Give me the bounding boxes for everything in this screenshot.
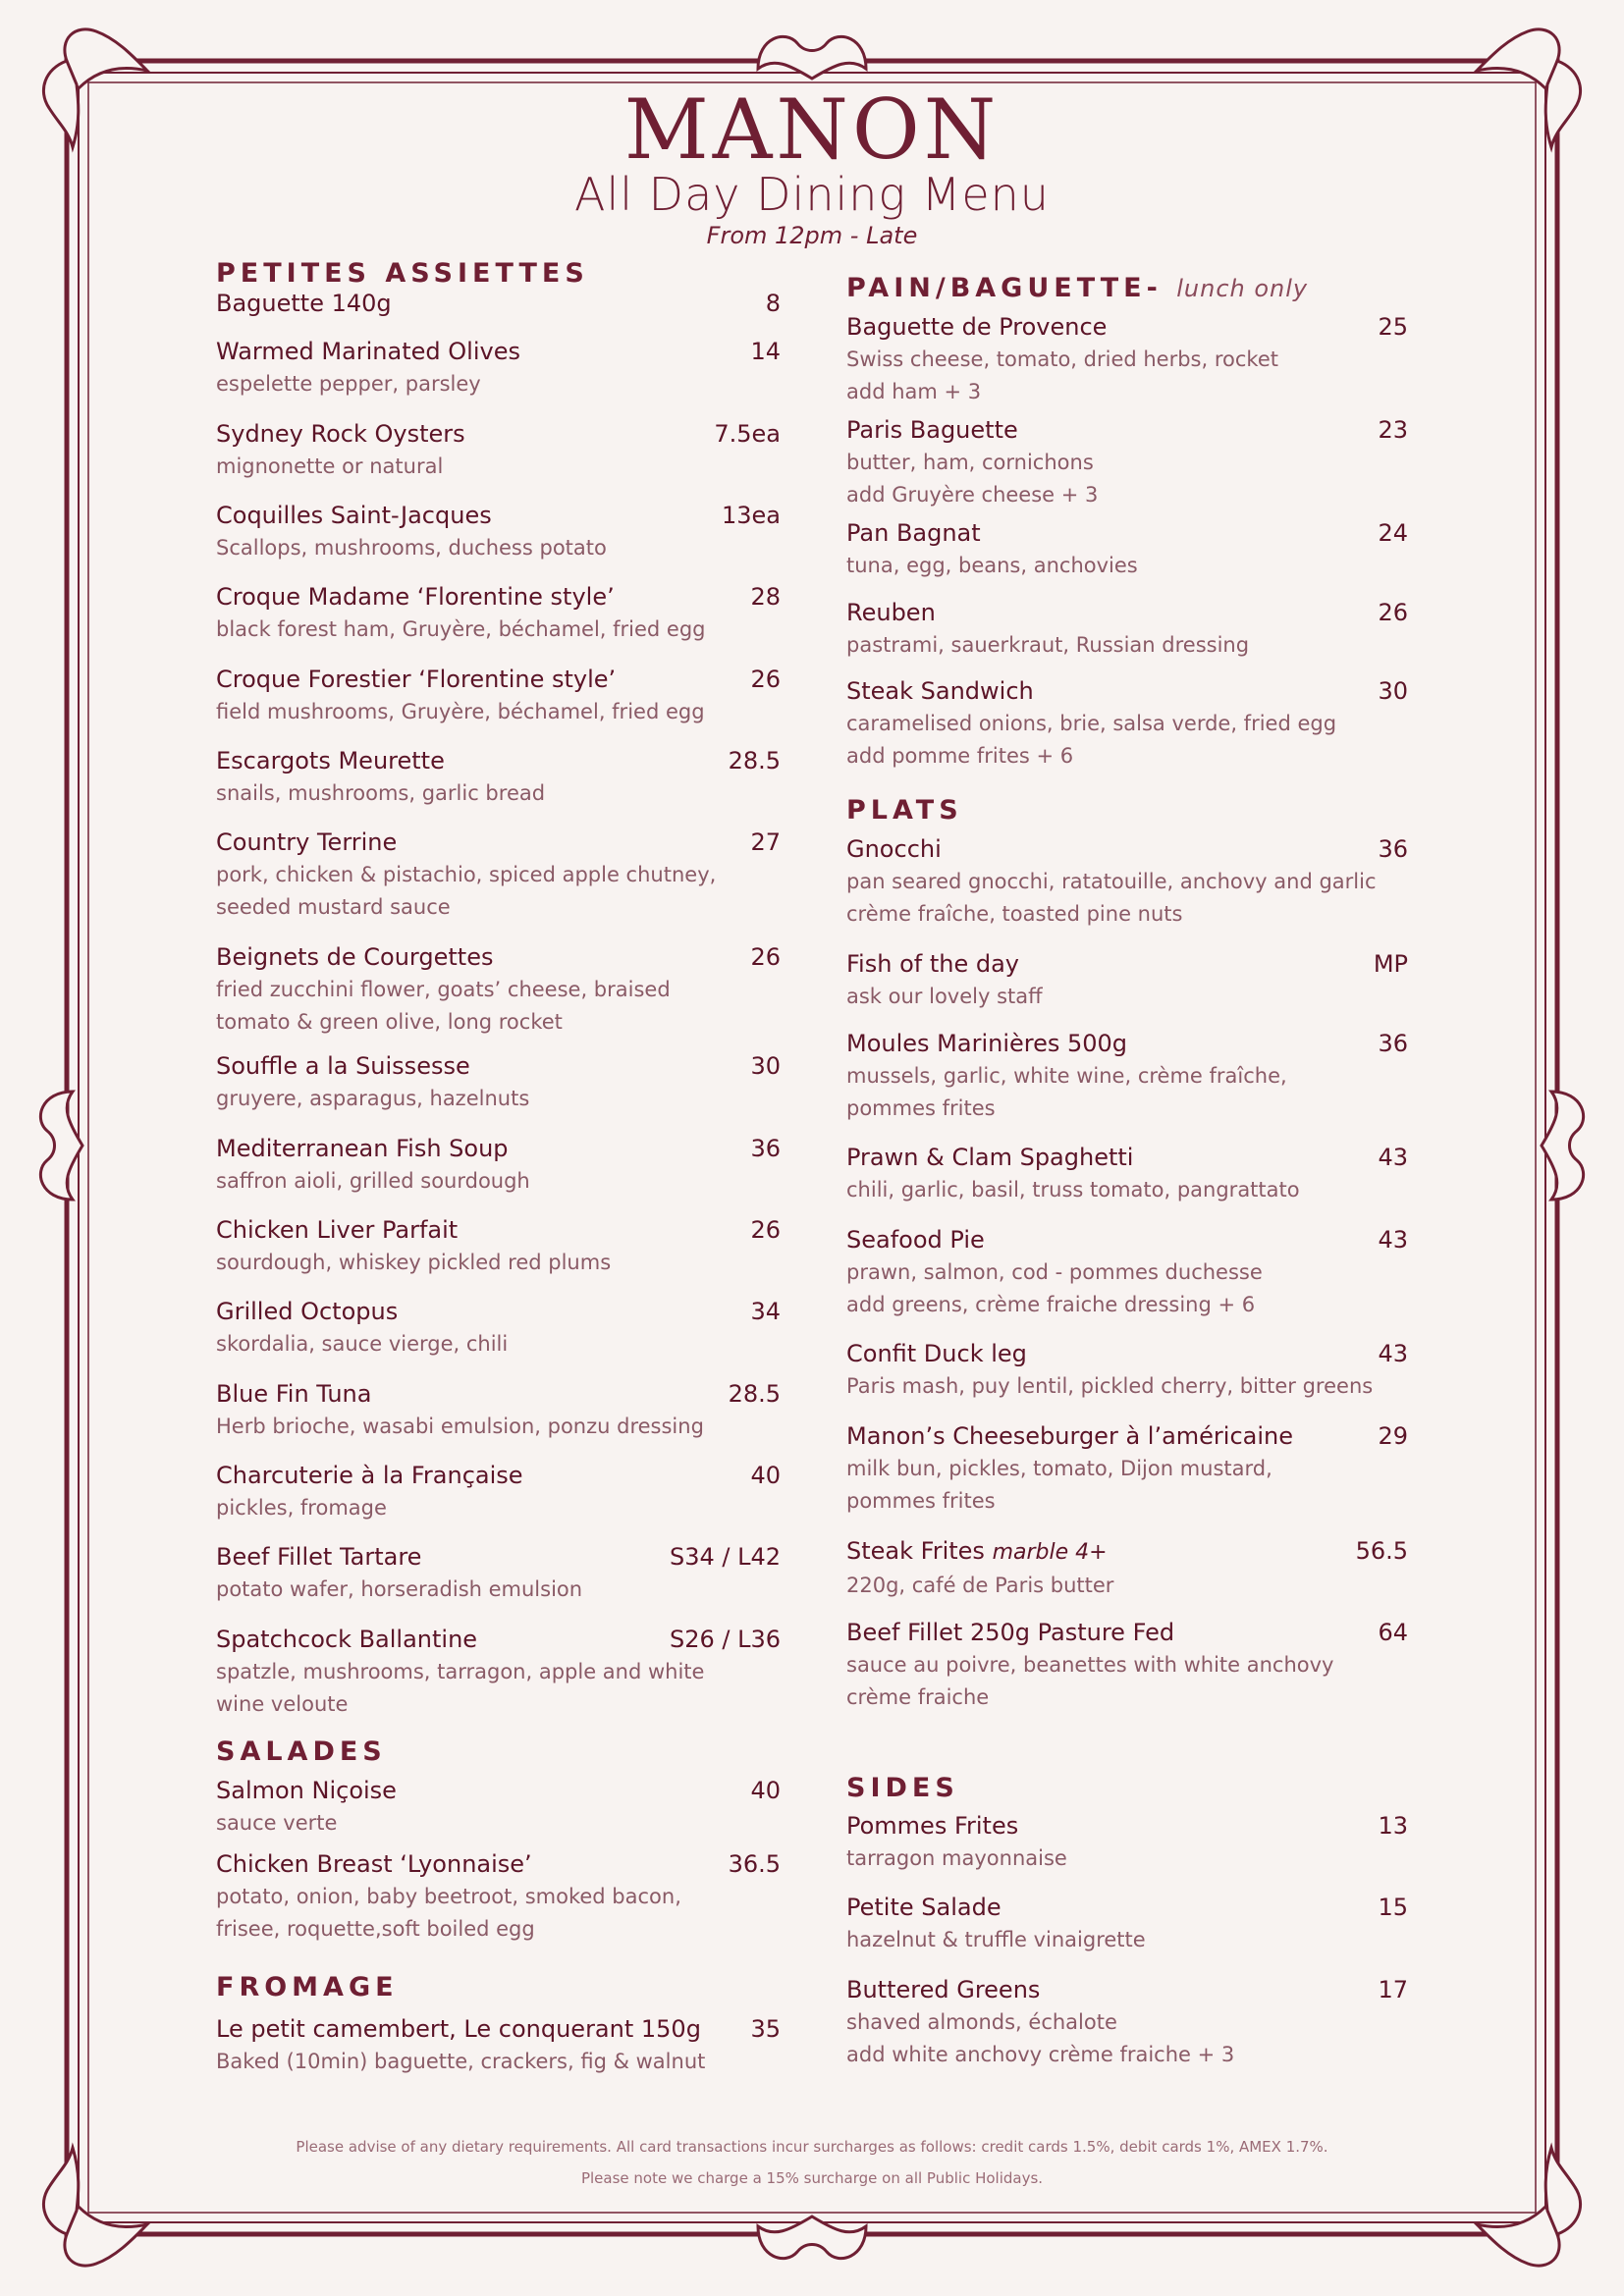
menu-item-name — [846, 1421, 1408, 1451]
menu-item-name-text: Confit Duck leg — [846, 1340, 1027, 1367]
menu-item-description: chili, garlic, basil, truss tomato, pangrattato — [846, 1178, 1300, 1201]
menu-item-description: tarragon mayonnaise — [846, 1846, 1067, 1870]
footer-surcharge-note: Please advise of any dietary requirements. All card transactions incur surcharges as follows: credit cards 1.5%, debit cards 1%, AMEX 1.7%. — [296, 2138, 1328, 2156]
menu-item-name — [216, 1461, 781, 1490]
menu-item — [216, 665, 781, 728]
menu-item-price: 25 — [1378, 313, 1408, 341]
menu-item-price: S34 / L42 — [669, 1543, 781, 1571]
menu-subtitle: All Day Dining Menu — [574, 168, 1050, 221]
menu-item-price: 34 — [750, 1298, 781, 1325]
menu-item-name-text: Coquilles Saint-Jacques — [216, 502, 492, 529]
menu-item — [216, 1134, 781, 1198]
menu-item-price: 26 — [1378, 599, 1408, 626]
menu-item-price: 7.5ea — [714, 420, 781, 448]
menu-item-name-text: Chicken Breast ‘Lyonnaise’ — [216, 1850, 532, 1878]
menu-item-description: pommes frites — [846, 1096, 996, 1120]
menu-item-price: 27 — [750, 828, 781, 856]
menu-item-price: 17 — [1378, 1976, 1408, 2003]
menu-item — [846, 1225, 1408, 1321]
menu-item — [216, 419, 781, 483]
menu-item-description: 220g, café de Paris butter — [846, 1574, 1114, 1597]
menu-item-description: Baked (10min) baguette, crackers, fig & walnut — [216, 2050, 706, 2073]
menu-item — [846, 518, 1408, 582]
menu-item-description: tomato & green olive, long rocket — [216, 1010, 563, 1034]
menu-item-name — [216, 501, 781, 530]
menu-item-name — [846, 1536, 1408, 1568]
menu-item-description: hazelnut & truffle vinaigrette — [846, 1928, 1146, 1951]
section-title-sides: SIDES — [846, 1773, 959, 1803]
menu-item-description: sauce au poivre, beanettes with white anchovy — [846, 1653, 1334, 1677]
menu-item-price: 30 — [1378, 677, 1408, 705]
menu-item-description: skordalia, sauce vierge, chili — [216, 1332, 509, 1356]
menu-item — [216, 1849, 781, 1946]
menu-item — [216, 1542, 781, 1606]
menu-item-description: tuna, egg, beans, anchovies — [846, 554, 1138, 577]
menu-item-price: 26 — [750, 943, 781, 971]
menu-item-description: fried zucchini flower, goats’ cheese, braised — [216, 978, 671, 1001]
menu-item-name — [846, 1029, 1408, 1058]
menu-item-price: 26 — [750, 666, 781, 693]
menu-item-description: field mushrooms, Gruyère, béchamel, fried egg — [216, 700, 705, 723]
menu-item-name-text: Steak Frites — [846, 1537, 985, 1565]
menu-item — [846, 1536, 1408, 1602]
menu-item-price: 36.5 — [728, 1850, 781, 1878]
menu-item-description: mussels, garlic, white wine, crème fraîche, — [846, 1064, 1287, 1088]
menu-item-name-text: Seafood Pie — [846, 1226, 985, 1254]
menu-item — [846, 1421, 1408, 1518]
menu-item-name — [846, 1811, 1408, 1841]
menu-item-name-text: Grilled Octopus — [216, 1298, 399, 1325]
menu-item-name-text: Pan Bagnat — [846, 519, 981, 547]
menu-item-name-text: Buttered Greens — [846, 1976, 1041, 2003]
menu-item-name-text: Sydney Rock Oysters — [216, 420, 465, 448]
menu-item-price: 24 — [1378, 519, 1408, 547]
menu-item-price: 36 — [1378, 835, 1408, 863]
menu-item — [846, 1029, 1408, 1125]
menu-item — [216, 942, 781, 1039]
menu-item-description: ask our lovely staff — [846, 985, 1043, 1008]
menu-item — [846, 1975, 1408, 2071]
menu-item-name-text: Spatchcock Ballantine — [216, 1626, 478, 1653]
menu-item-name — [846, 598, 1408, 627]
menu-item-name — [846, 1143, 1408, 1172]
menu-item — [216, 1297, 781, 1361]
menu-item — [216, 2014, 781, 2078]
menu-item-name-text: Paris Baguette — [846, 416, 1018, 444]
menu-item-description: add greens, crème fraiche dressing + 6 — [846, 1293, 1256, 1316]
menu-item-price: 28.5 — [728, 1380, 781, 1408]
menu-item-description: crème fraîche, toasted pine nuts — [846, 902, 1183, 926]
menu-item-name — [846, 834, 1408, 864]
menu-item-name — [216, 828, 781, 857]
menu-item-name — [216, 1051, 781, 1081]
menu-item-name — [216, 1215, 781, 1245]
menu-item-description: espelette pepper, parsley — [216, 372, 481, 396]
menu-item-description: add ham + 3 — [846, 380, 982, 403]
menu-item-description: potato, onion, baby beetroot, smoked bacon, — [216, 1885, 681, 1908]
menu-item-name-text: Beignets de Courgettes — [216, 943, 494, 971]
menu-item-description: sauce verte — [216, 1811, 338, 1835]
menu-item — [846, 1143, 1408, 1206]
menu-item-name — [846, 1225, 1408, 1255]
menu-item-description: black forest ham, Gruyère, béchamel, fried egg — [216, 617, 706, 641]
menu-item — [846, 676, 1408, 773]
menu-item — [846, 598, 1408, 662]
menu-item — [846, 1811, 1408, 1875]
menu-item-name-text: Baguette 140g — [216, 290, 392, 317]
menu-item-description: butter, ham, cornichons — [846, 451, 1094, 474]
menu-item — [846, 1618, 1408, 1714]
menu-item — [216, 501, 781, 564]
menu-item-name-text: Escargots Meurette — [216, 747, 445, 774]
menu-item-description: milk bun, pickles, tomato, Dijon mustard, — [846, 1457, 1272, 1480]
menu-item-name — [846, 949, 1408, 979]
menu-item-price: 26 — [750, 1216, 781, 1244]
menu-item — [216, 582, 781, 646]
menu-item-name-text: Gnocchi — [846, 835, 942, 863]
menu-item-description: seeded mustard sauce — [216, 895, 451, 919]
menu-item-name-text: Chicken Liver Parfait — [216, 1216, 459, 1244]
menu-item-name-text: Fish of the day — [846, 950, 1019, 978]
menu-item-price: 28 — [750, 583, 781, 611]
menu-item-name-text: Steak Sandwich — [846, 677, 1034, 705]
menu-item-price: 43 — [1378, 1144, 1408, 1171]
menu-item — [216, 1215, 781, 1279]
menu-item-name-text: Croque Madame ‘Florentine style’ — [216, 583, 615, 611]
menu-item-name — [216, 746, 781, 775]
menu-item — [216, 1461, 781, 1524]
menu-item-name-text: Mediterranean Fish Soup — [216, 1135, 509, 1162]
menu-item-name-text: Salmon Niçoise — [216, 1777, 397, 1804]
menu-item-name — [216, 1297, 781, 1326]
menu-item-description: pickles, fromage — [216, 1496, 387, 1520]
menu-item-description: shaved almonds, échalote — [846, 2010, 1117, 2034]
menu-item-description: mignonette or natural — [216, 454, 444, 478]
menu-item-name-text: Blue Fin Tuna — [216, 1380, 372, 1408]
menu-item-name — [216, 337, 781, 366]
menu-item-name-text: Beef Fillet 250g Pasture Fed — [846, 1619, 1175, 1646]
menu-item-price: 15 — [1378, 1894, 1408, 1921]
menu-item-description: add white anchovy crème fraiche + 3 — [846, 2043, 1235, 2066]
menu-item — [216, 289, 781, 318]
menu-item-name — [216, 419, 781, 449]
menu-item-name-text: Prawn & Clam Spaghetti — [846, 1144, 1134, 1171]
menu-item-name — [216, 1776, 781, 1805]
menu-item-description: spatzle, mushrooms, tarragon, apple and white — [216, 1660, 705, 1683]
menu-item-price: S26 / L36 — [669, 1626, 781, 1653]
menu-item-description: Swiss cheese, tomato, dried herbs, rocket — [846, 347, 1278, 371]
menu-item-name-text: Pommes Frites — [846, 1812, 1019, 1840]
menu-item-name — [846, 312, 1408, 342]
menu-item-name-text: Charcuterie à la Française — [216, 1462, 523, 1489]
menu-item-description: saffron aioli, grilled sourdough — [216, 1169, 530, 1193]
menu-item — [846, 949, 1408, 1013]
menu-item-description: Scallops, mushrooms, duchess potato — [216, 536, 607, 560]
menu-item-name — [216, 665, 781, 694]
menu-item — [846, 1893, 1408, 1956]
menu-item-price: MP — [1373, 950, 1408, 978]
menu-item-price: 36 — [1378, 1030, 1408, 1057]
menu-item-description: pastrami, sauerkraut, Russian dressing — [846, 633, 1250, 657]
menu-item-name — [846, 1618, 1408, 1647]
menu-item-description: potato wafer, horseradish emulsion — [216, 1577, 583, 1601]
menu-item — [216, 828, 781, 924]
menu-item-price: 43 — [1378, 1226, 1408, 1254]
menu-item-description: wine veloute — [216, 1692, 349, 1716]
menu-item-name-text: Reuben — [846, 599, 936, 626]
menu-item-description: Herb brioche, wasabi emulsion, ponzu dressing — [216, 1415, 704, 1438]
menu-item-description: frisee, roquette,soft boiled egg — [216, 1917, 535, 1941]
menu-item-description: pan seared gnocchi, ratatouille, anchovy and garlic — [846, 870, 1377, 893]
menu-item-name-text: Country Terrine — [216, 828, 398, 856]
menu-item-name — [216, 289, 781, 318]
menu-item-description: pork, chicken & pistachio, spiced apple chutney, — [216, 863, 717, 886]
service-hours: From 12pm - Late — [706, 222, 918, 249]
menu-item-price: 40 — [750, 1462, 781, 1489]
menu-item-name-text: Souffle a la Suissesse — [216, 1052, 470, 1080]
menu-item-name — [846, 1339, 1408, 1368]
menu-item-description: gruyere, asparagus, hazelnuts — [216, 1087, 530, 1110]
menu-item-price: 56.5 — [1355, 1537, 1408, 1565]
menu-item-description: snails, mushrooms, garlic bread — [216, 781, 546, 805]
menu-item-price: 40 — [750, 1777, 781, 1804]
menu-item-name — [846, 518, 1408, 548]
menu-item-price: 8 — [765, 290, 781, 317]
menu-item-price: 43 — [1378, 1340, 1408, 1367]
menu-item-price: 28.5 — [728, 747, 781, 774]
menu-item-price: 29 — [1378, 1422, 1408, 1450]
menu-item-price: 64 — [1378, 1619, 1408, 1646]
menu-item-price: 14 — [750, 338, 781, 365]
menu-item-price: 36 — [750, 1135, 781, 1162]
menu-item-description: add Gruyère cheese + 3 — [846, 483, 1099, 507]
menu-item-name-text: Beef Fillet Tartare — [216, 1543, 422, 1571]
menu-item-name — [216, 1379, 781, 1409]
menu-item-name — [846, 676, 1408, 706]
menu-item-name-text: Manon’s Cheeseburger à l’américaine — [846, 1422, 1294, 1450]
section-title-pain-baguette — [846, 275, 1308, 301]
menu-item — [216, 1051, 781, 1115]
menu-item-name — [846, 1893, 1408, 1922]
menu-item-price: 35 — [750, 2015, 781, 2043]
section-title-plats: PLATS — [846, 795, 963, 826]
menu-item-description: crème fraiche — [846, 1685, 990, 1709]
menu-item — [216, 337, 781, 400]
menu-item-name-text: Warmed Marinated Olives — [216, 338, 520, 365]
section-title-salades: SALADES — [216, 1736, 387, 1767]
menu-item-description: prawn, salmon, cod - pommes duchesse — [846, 1260, 1263, 1284]
menu-item — [846, 312, 1408, 408]
menu-item-name — [846, 415, 1408, 445]
menu-item-price: 13 — [1378, 1812, 1408, 1840]
menu-item — [216, 1776, 781, 1840]
menu-item-description: caramelised onions, brie, salsa verde, fried egg — [846, 712, 1337, 735]
menu-item-name-text: Le petit camembert, Le conquerant 150g — [216, 2015, 701, 2043]
menu-item-price: 23 — [1378, 416, 1408, 444]
menu-item-description: sourdough, whiskey pickled red plums — [216, 1251, 612, 1274]
menu-item — [846, 1339, 1408, 1403]
menu-item-description: add pomme frites + 6 — [846, 744, 1074, 768]
menu-item — [846, 415, 1408, 511]
menu-item — [216, 1379, 781, 1443]
menu-item — [216, 746, 781, 810]
menu-item-name-text: Moules Marinières 500g — [846, 1030, 1128, 1057]
restaurant-logo: MANON — [623, 81, 1001, 178]
menu-item-description: pommes frites — [846, 1489, 996, 1513]
section-title-pain-label: PAIN/BAGUETTE- — [846, 273, 1163, 303]
menu-item-name-text: Petite Salade — [846, 1894, 1001, 1921]
menu-item-price: 30 — [750, 1052, 781, 1080]
menu-item-name-note: marble 4+ — [992, 1540, 1108, 1565]
menu-item — [846, 834, 1408, 931]
menu-item-name — [216, 1849, 781, 1879]
lunch-only-note: lunch only — [1176, 275, 1309, 302]
menu-item-name — [216, 2014, 781, 2044]
menu-item-name-text: Baguette de Provence — [846, 313, 1108, 341]
menu-item-name — [216, 1134, 781, 1163]
menu-item-name — [846, 1975, 1408, 2004]
footer-holiday-note: Please note we charge a 15% surcharge on all Public Holidays. — [580, 2169, 1044, 2187]
section-title-petites-assiettes: PETITES ASSIETTES — [216, 258, 589, 289]
menu-item-description: Paris mash, puy lentil, pickled cherry, bitter greens — [846, 1374, 1374, 1398]
menu-item-name-text: Croque Forestier ‘Florentine style’ — [216, 666, 617, 693]
section-title-fromage: FROMAGE — [216, 1972, 399, 2002]
menu-item-name — [216, 582, 781, 612]
menu-item — [216, 1625, 781, 1721]
menu-item-name — [216, 942, 781, 972]
menu-item-price: 13ea — [721, 502, 781, 529]
